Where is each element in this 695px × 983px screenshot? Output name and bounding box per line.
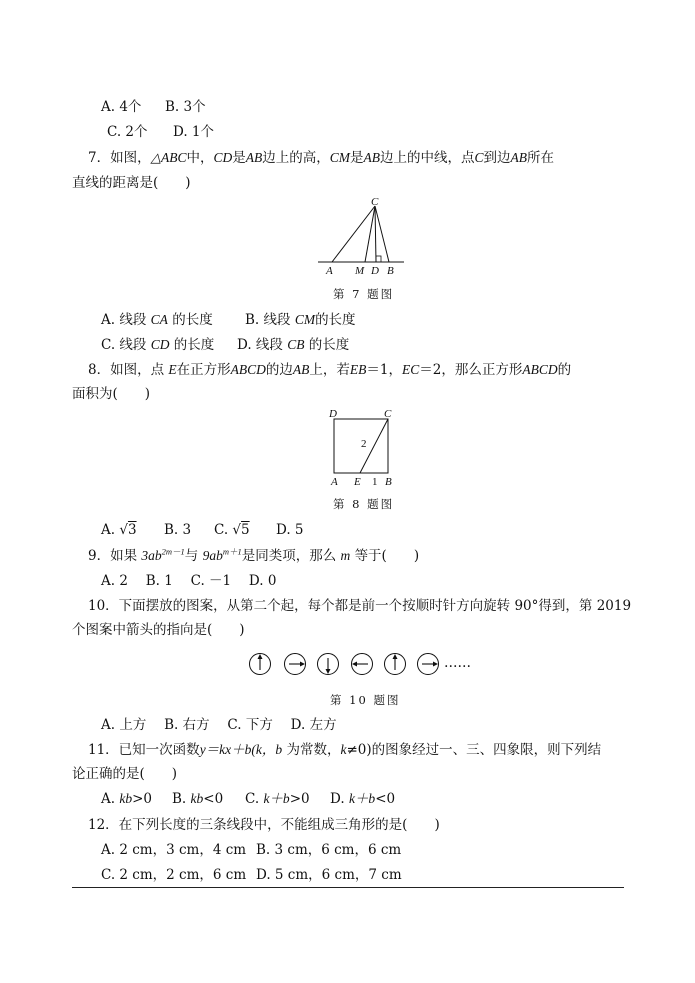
q11-option-c: C. k＋b>0 <box>245 791 310 807</box>
q8-label-2: 2 <box>361 438 367 450</box>
q8-label-1: 1 <box>372 476 378 488</box>
q10-figure-1-up-arrow-icon <box>250 654 271 675</box>
q10-figure-6-right-arrow-icon <box>418 654 439 675</box>
q10-figure-3-down-arrow-icon <box>318 654 339 675</box>
q12-option-b: B. 3 cm，6 cm，6 cm <box>256 842 402 858</box>
q8-label-e: E <box>354 476 361 488</box>
q8-label-c: C <box>384 408 392 420</box>
q9-stem: 9．如果 $3ab^{2m-1}$与 $9ab^{m+1}$是同类项，那么 m 等于( ) <box>88 546 420 564</box>
q9-options: A. 2 B. 1 C. －1 D. 0 <box>101 573 277 589</box>
q8-option-d: D. 5 <box>276 522 304 538</box>
q11-stem-line1: 11．已知一次函数y＝kx＋b(k，b 为常数，k≠0)的图象经过一、三、四象限，则下列结 <box>88 742 602 758</box>
q11-stem-line2: 论正确的是( ) <box>72 766 178 782</box>
q7-label-a: A <box>326 265 333 277</box>
q7-stem-line2: 直线的距离是( ) <box>72 175 191 191</box>
q10-figure-4-left-arrow-icon <box>352 654 373 675</box>
q10-stem-line2: 个图案中箭头的指向是( ) <box>72 622 245 638</box>
q7-option-c: C. 线段 CD 的长度 <box>101 337 215 353</box>
q12-option-d: D. 5 cm，6 cm，7 cm <box>256 867 402 883</box>
q12-option-c: C. 2 cm，2 cm，6 cm <box>101 867 247 883</box>
q10-options: A. 上方 B. 右方 C. 下方 D. 左方 <box>101 717 337 733</box>
q11-option-a: A. kb>0 <box>101 791 152 807</box>
q7-stem-line1: 7．如图，△ABC中，CD是AB边上的高，CM是AB边上的中线，点C到边AB所在 <box>88 150 555 166</box>
q8-option-a: A. √3 <box>101 522 137 538</box>
q12-option-a: A. 2 cm，3 cm，4 cm <box>101 842 247 858</box>
q11-option-b: B. kb<0 <box>172 791 224 807</box>
q8-stem-line2: 面积为( ) <box>72 386 151 402</box>
q7-label-m: M <box>355 265 365 277</box>
q7-option-d: D. 线段 CB 的长度 <box>237 337 350 353</box>
q7-triangle-figure <box>310 196 410 276</box>
q7-option-a: A. 线段 CA 的长度 <box>101 312 213 328</box>
q8-option-c: C. √5 <box>214 522 250 538</box>
q8-label-a: A <box>331 476 338 488</box>
q8-option-b: B. 3 <box>164 522 192 538</box>
q10-ellipsis: …… <box>444 655 471 671</box>
q6-option-d: D. 1个 <box>173 124 215 140</box>
q8-label-b: B <box>385 476 392 488</box>
q7-label-b: B <box>387 265 394 277</box>
q10-arrow-sequence <box>248 650 448 680</box>
q7-label-c: C <box>371 196 379 208</box>
q10-figure-2-right-arrow-icon <box>285 654 306 675</box>
q8-square-figure <box>322 405 402 490</box>
q7-option-b: B. 线段 CM的长度 <box>245 312 356 328</box>
q6-option-a: A. 4个 <box>101 99 142 115</box>
q10-figure-5-up-arrow-icon <box>385 654 406 675</box>
q7-caption: 第 7 题图 <box>333 287 395 301</box>
q6-option-b: B. 3个 <box>165 99 206 115</box>
q11-option-d: D. k＋b<0 <box>330 791 396 807</box>
q7-label-d: D <box>371 265 379 277</box>
q6-option-c: C. 2个 <box>107 124 148 140</box>
q8-caption: 第 8 题图 <box>333 497 395 511</box>
q12-stem: 12．在下列长度的三条线段中，不能组成三角形的是( ) <box>88 817 440 833</box>
q8-label-d: D <box>329 408 337 420</box>
q10-caption: 第 10 题图 <box>330 693 401 707</box>
page-bottom-rule <box>72 887 624 888</box>
q8-stem-line1: 8．如图，点 E在正方形ABCD的边AB上，若EB＝1，EC＝2，那么正方形ABCD的 <box>88 362 572 378</box>
q10-stem-line1: 10．下面摆放的图案，从第二个起，每个都是前一个按顺时针方向旋转 90°得到，第 2019 <box>88 598 632 614</box>
